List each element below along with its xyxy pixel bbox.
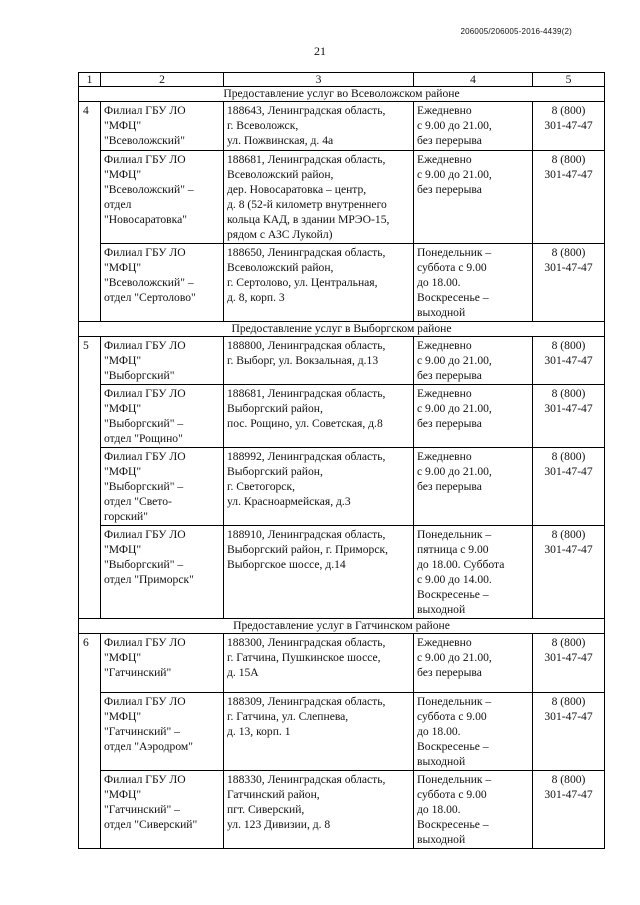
table-row — [79, 337, 605, 385]
branch-address: 188643, Ленинградская область, г. Всеволожск, ул. Пожвинская, д. 4а — [224, 102, 414, 151]
section-row — [79, 87, 605, 102]
section-row — [79, 322, 605, 337]
table-row — [79, 693, 605, 771]
branch-address: 188800, Ленинградская область, г. Выборг, ул. Вокзальная, д.13 — [224, 337, 414, 385]
working-hours: Понедельник – суббота с 9.00 до 18.00. Воскресенье – выходной — [414, 693, 533, 771]
column-header: 2 — [101, 73, 224, 87]
phone-number: 8 (800) 301-47-47 — [533, 693, 605, 771]
column-header: 4 — [414, 73, 533, 87]
branch-address: 188681, Ленинградская область, Выборгский район, пос. Рощино, ул. Советская, д.8 — [224, 385, 414, 448]
phone-number: 8 (800) 301-47-47 — [533, 337, 605, 385]
column-header: 1 — [79, 73, 101, 87]
column-header: 5 — [533, 73, 605, 87]
phone-number: 8 (800) 301-47-47 — [533, 634, 605, 693]
table-row — [79, 526, 605, 619]
section-title: Предоставление услуг во Всеволожском районе — [79, 87, 605, 102]
branch-address: 188910, Ленинградская область, Выборгский район, г. Приморск, Выборгское шоссе, д.14 — [224, 526, 414, 619]
branch-name: Филиал ГБУ ЛО "МФЦ" "Всеволожский" – отдел "Сертолово" — [101, 244, 224, 322]
working-hours: Понедельник – суббота с 9.00 до 18.00. Воскресенье – выходной — [414, 244, 533, 322]
row-number: 6 — [79, 634, 101, 849]
working-hours: Ежедневно с 9.00 до 21.00, без перерыва — [414, 102, 533, 151]
working-hours: Ежедневно с 9.00 до 21.00, без перерыва — [414, 634, 533, 693]
row-number: 4 — [79, 102, 101, 322]
working-hours: Понедельник – пятница с 9.00 до 18.00. Суббота с 9.00 до 14.00. Воскресенье – выходной — [414, 526, 533, 619]
working-hours: Ежедневно с 9.00 до 21.00, без перерыва — [414, 448, 533, 526]
branch-address: 188681, Ленинградская область, Всеволожский район, дер. Новосаратовка – центр, д. 8 (52-й километр внутреннего кольца КАД, в здании МРЭО-15, рядом с АЗС Лукойл) — [224, 151, 414, 244]
branch-address: 188992, Ленинградская область, Выборгский район, г. Светогорск, ул. Красноармейская, д.3 — [224, 448, 414, 526]
branch-name: Филиал ГБУ ЛО "МФЦ" "Выборгский" – отдел "Рощино" — [101, 385, 224, 448]
phone-number: 8 (800) 301-47-47 — [533, 102, 605, 151]
branch-name: Филиал ГБУ ЛО "МФЦ" "Гатчинский" – отдел "Сиверский" — [101, 771, 224, 849]
branch-address: 188300, Ленинградская область, г. Гатчина, Пушкинское шоссе, д. 15А — [224, 634, 414, 693]
branches-table — [78, 72, 605, 849]
phone-number: 8 (800) 301-47-47 — [533, 771, 605, 849]
phone-number: 8 (800) 301-47-47 — [533, 385, 605, 448]
column-header: 3 — [224, 73, 414, 87]
working-hours: Ежедневно с 9.00 до 21.00, без перерыва — [414, 337, 533, 385]
working-hours: Ежедневно с 9.00 до 21.00, без перерыва — [414, 151, 533, 244]
table-row — [79, 448, 605, 526]
table-row — [79, 102, 605, 151]
branch-address: 188309, Ленинградская область, г. Гатчина, ул. Слепнева, д. 13, корп. 1 — [224, 693, 414, 771]
branch-name: Филиал ГБУ ЛО "МФЦ" "Всеволожский" — [101, 102, 224, 151]
branch-name: Филиал ГБУ ЛО "МФЦ" "Выборгский" — [101, 337, 224, 385]
branch-address: 188330, Ленинградская область, Гатчинский район, пгт. Сиверский, ул. 123 Дивизии, д. 8 — [224, 771, 414, 849]
working-hours: Ежедневно с 9.00 до 21.00, без перерыва — [414, 385, 533, 448]
branch-name: Филиал ГБУ ЛО "МФЦ" "Выборгский" – отдел "Приморск" — [101, 526, 224, 619]
table-row — [79, 244, 605, 322]
row-number: 5 — [79, 337, 101, 619]
branch-address: 188650, Ленинградская область, Всеволожский район, г. Сертолово, ул. Центральная, д. 8, корп. 3 — [224, 244, 414, 322]
table-row — [79, 634, 605, 693]
section-title: Предоставление услуг в Гатчинском районе — [79, 619, 605, 634]
phone-number: 8 (800) 301-47-47 — [533, 244, 605, 322]
phone-number: 8 (800) 301-47-47 — [533, 151, 605, 244]
branch-name: Филиал ГБУ ЛО "МФЦ" "Всеволожский" – отдел "Новосаратовка" — [101, 151, 224, 244]
section-row — [79, 619, 605, 634]
working-hours: Понедельник – суббота с 9.00 до 18.00. Воскресенье – выходной — [414, 771, 533, 849]
branch-name: Филиал ГБУ ЛО "МФЦ" "Гатчинский" – отдел "Аэродром" — [101, 693, 224, 771]
phone-number: 8 (800) 301-47-47 — [533, 448, 605, 526]
section-title: Предоставление услуг в Выборгском районе — [79, 322, 605, 337]
phone-number: 8 (800) 301-47-47 — [533, 526, 605, 619]
branch-name: Филиал ГБУ ЛО "МФЦ" "Гатчинский" — [101, 634, 224, 693]
branch-name: Филиал ГБУ ЛО "МФЦ" "Выборгский" – отдел "Свето- горский" — [101, 448, 224, 526]
column-header-row — [79, 73, 605, 87]
page-number: 21 — [314, 44, 326, 58]
document-reference: 206005/206005-2016-4439(2) — [460, 27, 572, 36]
table-row — [79, 385, 605, 448]
table-row — [79, 151, 605, 244]
table-row — [79, 771, 605, 849]
